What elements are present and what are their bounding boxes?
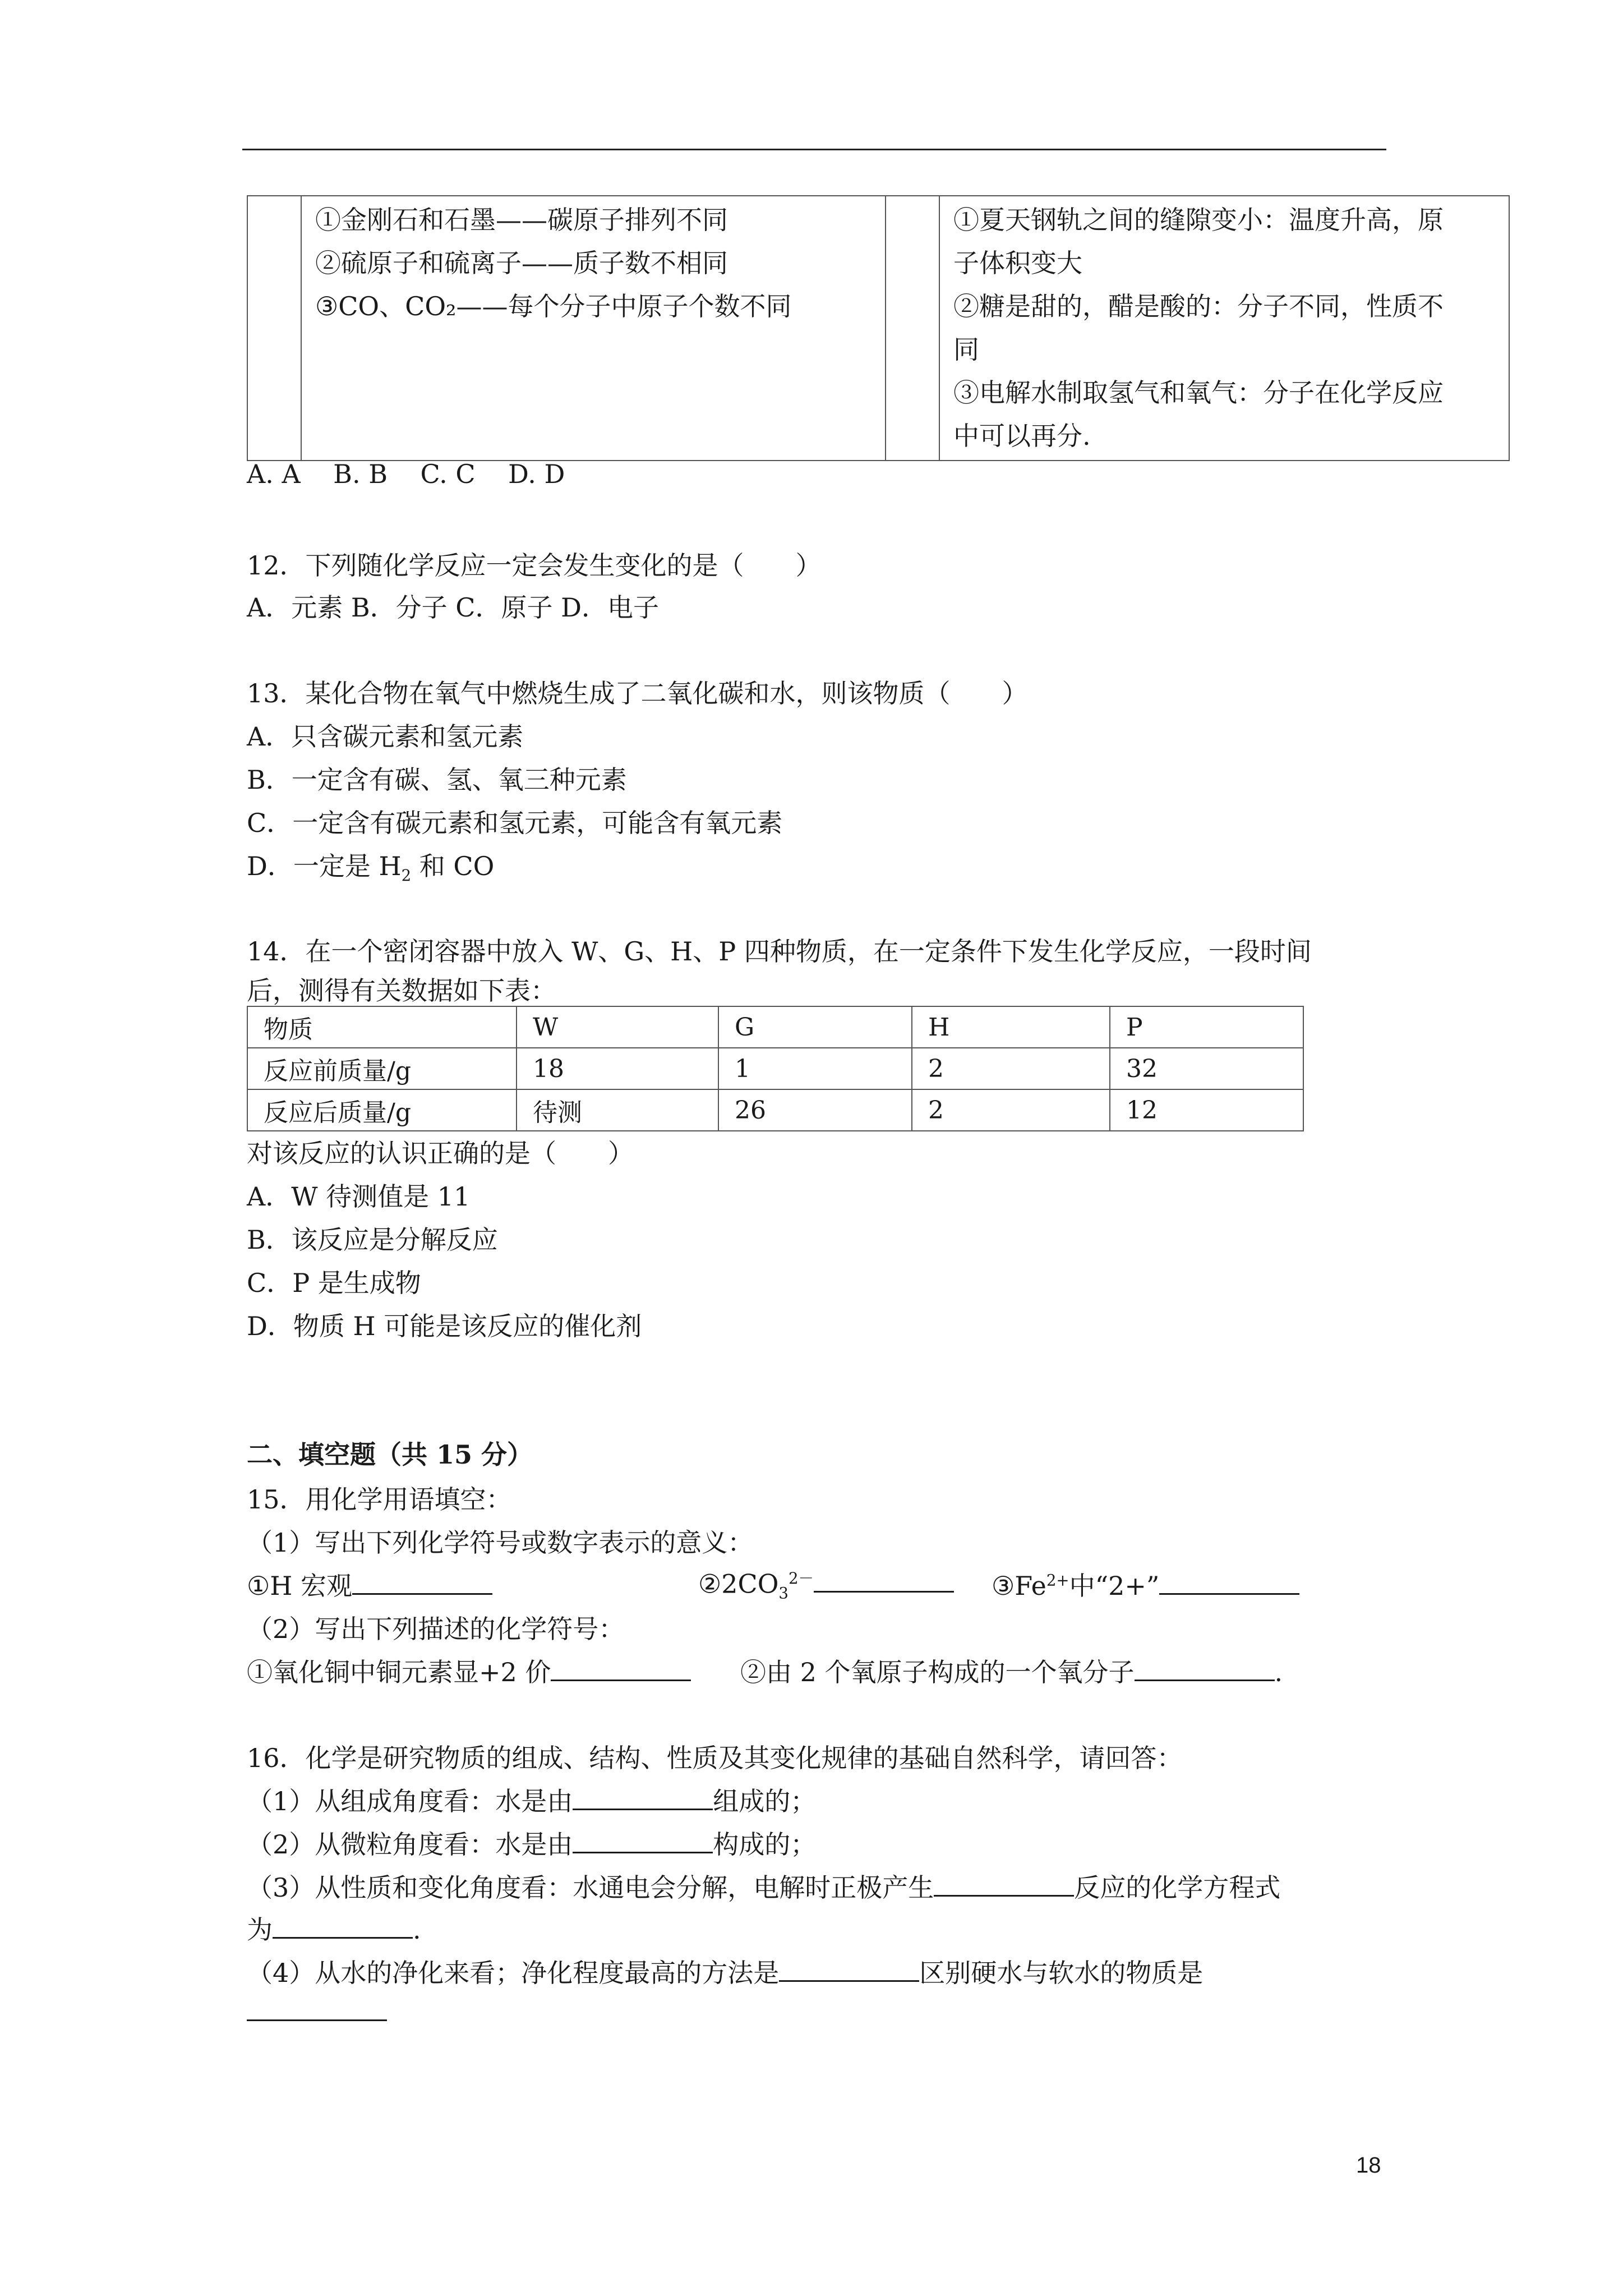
q16-stem: 16．化学是研究物质的组成、结构、性质及其变化规律的基础自然科学，请回答： bbox=[247, 1743, 1183, 1773]
table-cell: G bbox=[718, 1006, 912, 1048]
table-cell-empty-2 bbox=[886, 196, 939, 461]
q13-option-c: C．一定含有碳元素和氢元素，可能含有氧元素 bbox=[247, 808, 783, 838]
q14-question: 对该反应的认识正确的是（ ） bbox=[247, 1138, 634, 1168]
q15-part2: （2）写出下列描述的化学符号： bbox=[247, 1614, 625, 1644]
q16-part2: （2）从微粒角度看：水是由 构成的； bbox=[247, 1824, 816, 1861]
q13-option-a: A．只含碳元素和氢元素 bbox=[247, 721, 524, 752]
answer-blank[interactable] bbox=[551, 1655, 691, 1681]
table-cell: H bbox=[912, 1006, 1110, 1048]
table-row bbox=[247, 1048, 1303, 1089]
table-cell: P bbox=[1110, 1006, 1303, 1048]
answer-blank[interactable] bbox=[779, 1955, 919, 1982]
q16-part3-cont: 为 . bbox=[247, 1910, 421, 1947]
header-rule bbox=[242, 149, 1386, 150]
q14-option-b: B．该反应是分解反应 bbox=[247, 1225, 498, 1255]
table-row bbox=[247, 1089, 1303, 1131]
q13-stem: 13．某化合物在氧气中燃烧生成了二氧化碳和水，则该物质（ ） bbox=[247, 678, 1028, 708]
q14-option-c: C．P 是生成物 bbox=[247, 1268, 421, 1298]
q16-part4: （4）从水的净化来看；净化程度最高的方法是 区别硬水与软水的物质是 bbox=[247, 1953, 1203, 1990]
section-title: 二、填空题（共 15 分） bbox=[247, 1439, 533, 1470]
table-cell: 18 bbox=[517, 1048, 718, 1089]
q13-option-b: B．一定含有碳、氢、氧三种元素 bbox=[247, 765, 627, 795]
q15-part1-a: ①H 宏观 bbox=[247, 1566, 492, 1603]
table-cell: 反应后质量/g bbox=[247, 1089, 517, 1131]
answer-blank[interactable] bbox=[352, 1568, 492, 1595]
q13-option-d: D．一定是 $H_2$ 和 CO bbox=[247, 851, 495, 885]
q16-part3: （3）从性质和变化角度看：水通电会分解，电解时正极产生 反应的化学方程式 bbox=[247, 1867, 1280, 1904]
table-cell-right: ①夏天钢轨之间的缝隙变小：温度升高，原 子体积变大 ②糖是甜的，醋是酸的：分子不同，性质不 同 ③电解水制取氢气和氧气：分子在化学反应 中可以再分. bbox=[939, 196, 1509, 461]
q14-option-d: D．物质 H 可能是该反应的催化剂 bbox=[247, 1311, 642, 1341]
table-cell: 物质 bbox=[247, 1006, 517, 1048]
answer-blank[interactable] bbox=[573, 1827, 713, 1853]
q16-part1: （1）从组成角度看：水是由 组成的； bbox=[247, 1781, 816, 1818]
answer-blank[interactable] bbox=[814, 1566, 954, 1593]
answer-blank[interactable] bbox=[273, 1912, 413, 1939]
q14-stem-line1: 14．在一个密闭容器中放入 W、G、H、P 四种物质，在一定条件下发生化学反应，一段时间 bbox=[247, 936, 1312, 967]
answer-blank[interactable] bbox=[1159, 1568, 1299, 1595]
table-cell: 反应前质量/g bbox=[247, 1048, 517, 1089]
q14-option-a: A．W 待测值是 11 bbox=[247, 1181, 471, 1212]
q15-stem: 15．用化学用语填空： bbox=[247, 1484, 512, 1515]
q15-part1-c: $③Fe^{2+}$中“2+” bbox=[992, 1566, 1299, 1603]
q15-part1-b: $②2CO_3^{2-}$ bbox=[698, 1566, 954, 1603]
mass-data-table bbox=[247, 1006, 1304, 1131]
table-cell: 32 bbox=[1110, 1048, 1303, 1089]
comparison-table bbox=[247, 195, 1510, 461]
page-number: 18 bbox=[1356, 2153, 1381, 2178]
answer-blank[interactable] bbox=[1135, 1655, 1275, 1681]
table-cell: 2 bbox=[912, 1048, 1110, 1089]
q15-part2-a: ①氧化铜中铜元素显+2 价 bbox=[247, 1652, 691, 1689]
table-cell: 待测 bbox=[517, 1089, 718, 1131]
q12-options: A．元素 B．分子 C．原子 D．电子 bbox=[247, 592, 659, 623]
table-cell: 12 bbox=[1110, 1089, 1303, 1131]
table-cell: W bbox=[517, 1006, 718, 1048]
q16-part4-cont bbox=[247, 1995, 387, 2027]
table-cell-empty-1 bbox=[247, 196, 301, 461]
table-cell: 26 bbox=[718, 1089, 912, 1131]
answer-blank[interactable] bbox=[247, 1995, 387, 2021]
table-cell-left: ①金刚石和石墨——碳原子排列不同 ②硫原子和硫离子——质子数不相同 ③CO、CO₂——每个分子中原子个数不同 bbox=[301, 196, 886, 461]
q11-options: A. A B. B C. C D. D bbox=[247, 459, 565, 489]
table-cell: 1 bbox=[718, 1048, 912, 1089]
table-row bbox=[247, 1006, 1303, 1048]
q15-part1: （1）写出下列化学符号或数字表示的意义： bbox=[247, 1527, 754, 1558]
q14-stem-line2: 后，测得有关数据如下表： bbox=[247, 976, 556, 1006]
table-cell: 2 bbox=[912, 1089, 1110, 1131]
answer-blank[interactable] bbox=[573, 1784, 713, 1810]
q15-part2-b: ②由 2 个氧原子构成的一个氧分子 . bbox=[740, 1652, 1283, 1689]
answer-blank[interactable] bbox=[934, 1870, 1074, 1897]
q12-stem: 12．下列随化学反应一定会发生变化的是（ ） bbox=[247, 550, 822, 581]
